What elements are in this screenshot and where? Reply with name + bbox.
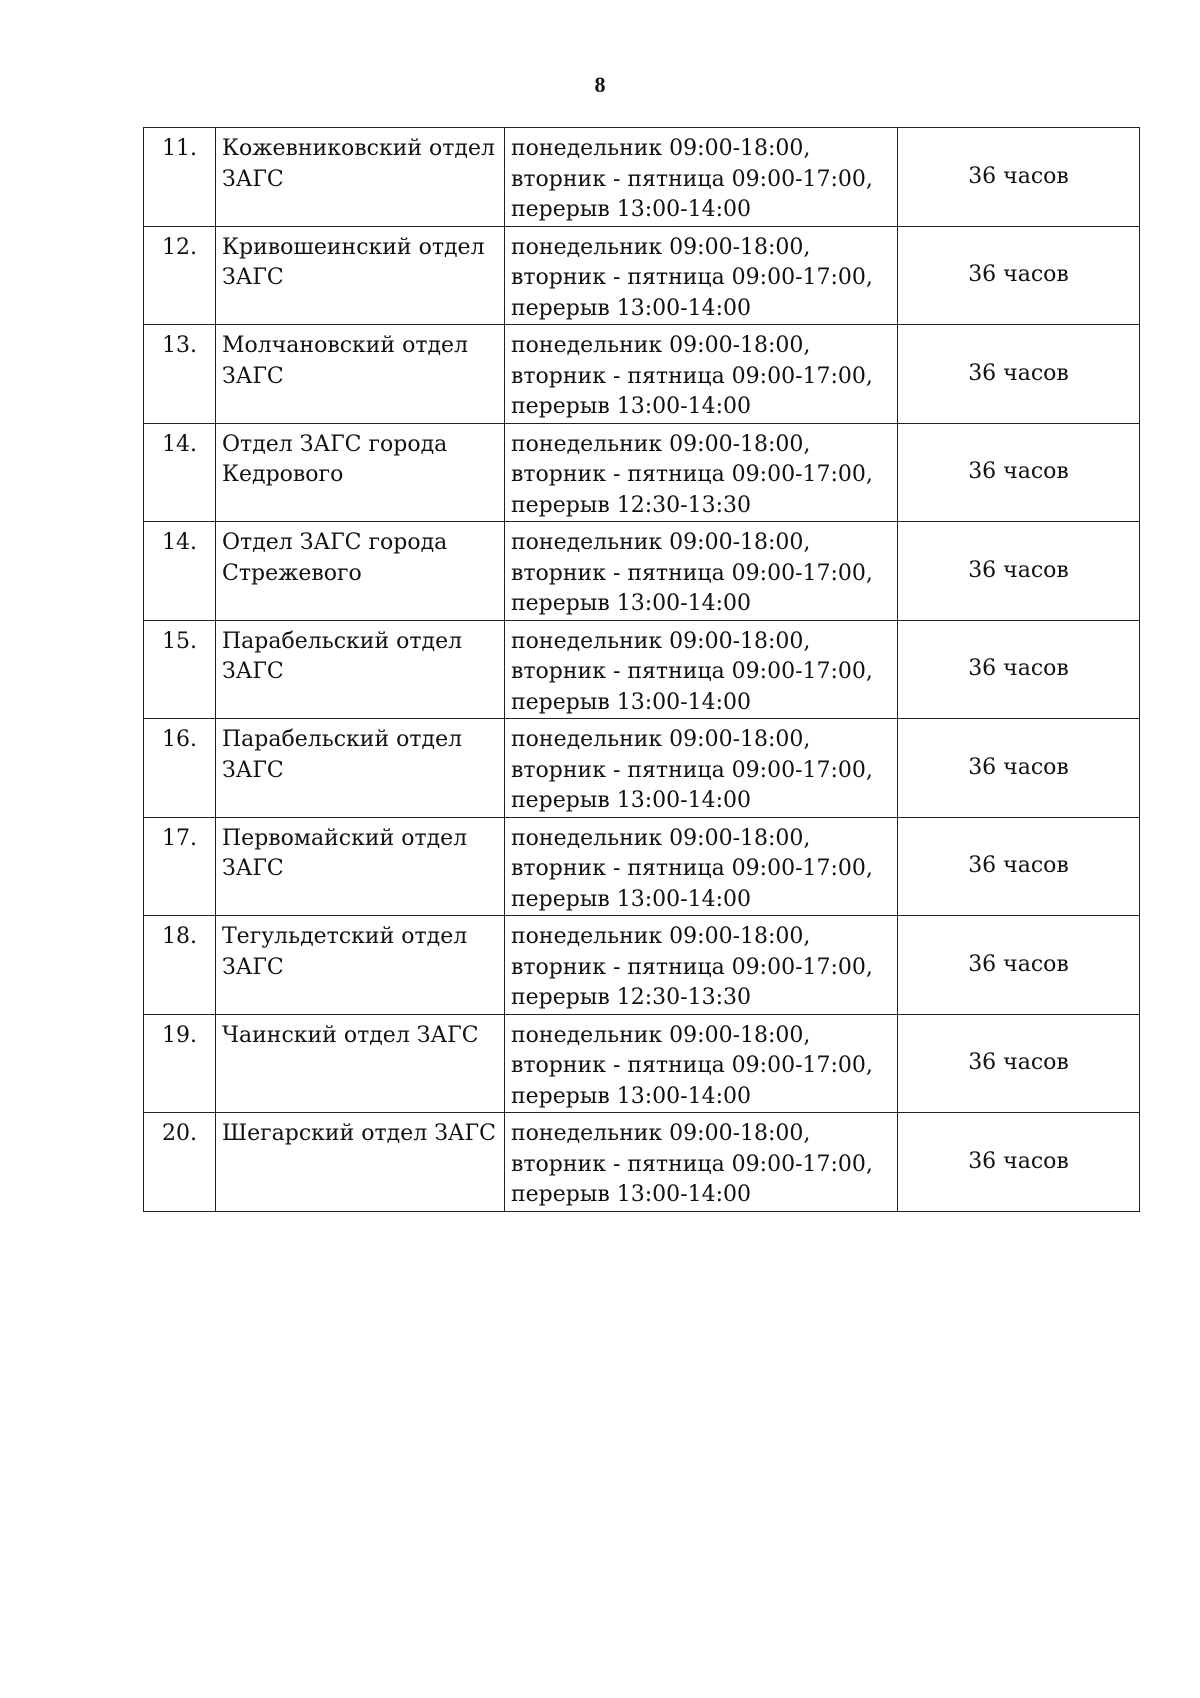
table-body [144,128,1140,1212]
working-hours-cell [505,817,898,916]
weekly-hours-cell: 36 часов [898,1014,1140,1113]
working-hours-line: понедельник 09:00-18:00, [511,924,811,949]
office-name-cell: Чаинский отдел ЗАГС [216,1014,505,1113]
working-hours-line: перерыв 12:30-13:30 [511,492,751,518]
row-number-cell: 12. [144,226,216,325]
row-number-cell: 11. [144,128,216,227]
office-name-cell: Тегульдетский отдел ЗАГС [216,916,505,1015]
office-name-cell: Кожевниковский отдел ЗАГС [216,128,505,227]
row-number-cell: 15. [144,620,216,719]
working-hours-cell [505,1014,898,1113]
table-row [144,719,1140,818]
table-row [144,1014,1140,1113]
working-hours-line: перерыв 13:00-14:00 [511,591,751,616]
working-hours-line: вторник - пятница 09:00-17:00, [511,954,873,980]
working-hours-cell [505,620,898,719]
table-row [144,1113,1140,1212]
table-row [144,226,1140,325]
row-number-cell: 13. [144,325,216,424]
working-hours-line: вторник - пятница 09:00-17:00, [511,462,873,487]
working-hours-line: вторник - пятница 09:00-17:00, [511,560,873,586]
office-name-cell: Кривошеинский отдел ЗАГС [216,226,505,325]
working-hours-line: перерыв 13:00-14:00 [511,788,751,813]
working-hours-line: понедельник 09:00-18:00, [511,1022,811,1048]
working-hours-cell [505,226,898,325]
working-hours-line: вторник - пятница 09:00-17:00, [511,1053,873,1078]
working-hours-cell [505,423,898,522]
working-hours-cell [505,719,898,818]
weekly-hours-cell: 36 часов [898,522,1140,621]
table-row [144,916,1140,1015]
working-hours-line: перерыв 13:00-14:00 [511,886,751,912]
working-hours-line: понедельник 09:00-18:00, [511,628,811,654]
office-name-cell: Молчановский отдел ЗАГС [216,325,505,424]
weekly-hours-cell: 36 часов [898,128,1140,227]
working-hours-line: перерыв 13:00-14:00 [511,1083,751,1109]
working-hours-line: вторник - пятница 09:00-17:00, [511,856,873,881]
working-hours-cell [505,128,898,227]
table-row [144,423,1140,522]
row-number-cell: 20. [144,1113,216,1212]
working-hours-line: понедельник 09:00-18:00, [511,136,811,161]
working-hours-line: понедельник 09:00-18:00, [511,234,811,260]
working-hours-line: вторник - пятница 09:00-17:00, [511,363,873,389]
working-hours-cell [505,916,898,1015]
weekly-hours-cell: 36 часов [898,620,1140,719]
working-hours-line: вторник - пятница 09:00-17:00, [511,265,873,290]
working-hours-line: перерыв 13:00-14:00 [511,295,751,321]
working-hours-cell [505,325,898,424]
working-hours-line: перерыв 13:00-14:00 [511,197,751,222]
working-hours-cell [505,1113,898,1212]
working-hours-line: вторник - пятница 09:00-17:00, [511,1151,873,1177]
working-hours-line: перерыв 12:30-13:30 [511,985,751,1010]
weekly-hours-cell: 36 часов [898,817,1140,916]
working-hours-line: понедельник 09:00-18:00, [511,530,811,555]
weekly-hours-cell: 36 часов [898,719,1140,818]
table-row [144,128,1140,227]
weekly-hours-cell: 36 часов [898,423,1140,522]
office-name-cell: Парабельский отдел ЗАГС [216,719,505,818]
table-row [144,620,1140,719]
weekly-hours-cell: 36 часов [898,1113,1140,1212]
working-hours-line: перерыв 13:00-14:00 [511,689,751,715]
working-hours-line: вторник - пятница 09:00-17:00, [511,166,873,192]
weekly-hours-cell: 36 часов [898,325,1140,424]
working-hours-cell [505,522,898,621]
table-row [144,817,1140,916]
office-name-cell: Парабельский отдел ЗАГС [216,620,505,719]
weekly-hours-cell: 36 часов [898,226,1140,325]
registry-office-schedule-table [143,127,1140,1212]
weekly-hours-cell: 36 часов [898,916,1140,1015]
working-hours-line: понедельник 09:00-18:00, [511,727,811,752]
row-number-cell: 14. [144,423,216,522]
working-hours-line: вторник - пятница 09:00-17:00, [511,659,873,684]
working-hours-line: перерыв 13:00-14:00 [511,394,751,419]
working-hours-line: перерыв 13:00-14:00 [511,1182,751,1207]
office-name-cell: Первомайский отдел ЗАГС [216,817,505,916]
row-number-cell: 18. [144,916,216,1015]
office-name-cell: Отдел ЗАГС города Кедрового [216,423,505,522]
row-number-cell: 16. [144,719,216,818]
working-hours-line: вторник - пятница 09:00-17:00, [511,757,873,783]
row-number-cell: 19. [144,1014,216,1113]
row-number-cell: 17. [144,817,216,916]
working-hours-line: понедельник 09:00-18:00, [511,1121,811,1146]
working-hours-line: понедельник 09:00-18:00, [511,333,811,358]
office-name-cell: Отдел ЗАГС города Стрежевого [216,522,505,621]
working-hours-line: понедельник 09:00-18:00, [511,431,811,457]
table-row [144,522,1140,621]
page-number: 8 [594,72,606,97]
working-hours-line: понедельник 09:00-18:00, [511,825,811,851]
table-row [144,325,1140,424]
office-name-cell: Шегарский отдел ЗАГС [216,1113,505,1212]
row-number-cell: 14. [144,522,216,621]
